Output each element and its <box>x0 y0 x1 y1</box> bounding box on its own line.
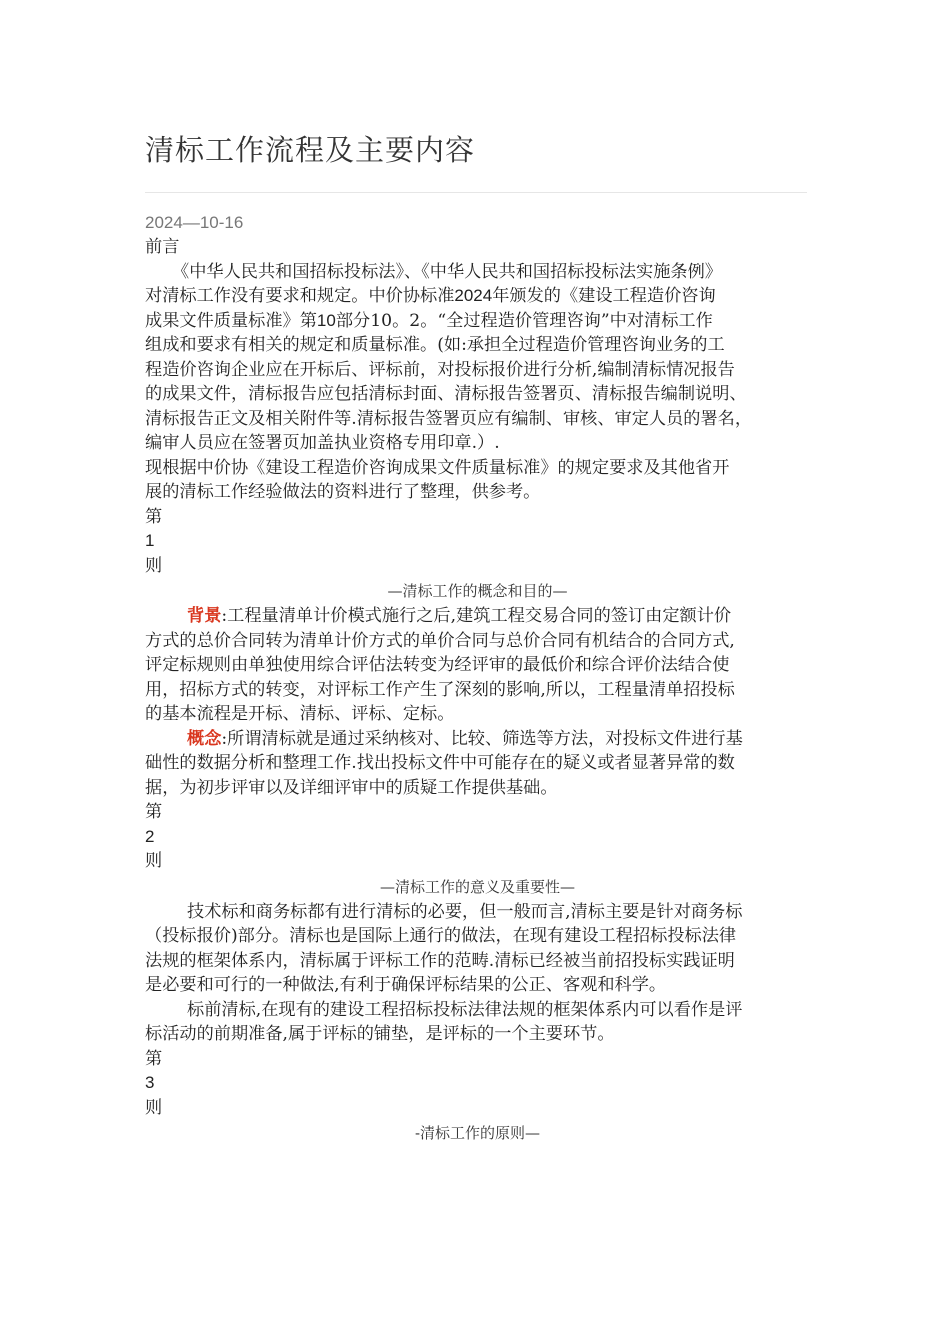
preface-line: 成果文件质量标准》第10部分10。2。“全过程造价管理咨询”中对清标工作 <box>145 310 713 331</box>
paragraph-line: （投标报价)部分。清标也是国际上通行的做法，在现有建设工程招标投标法律 <box>145 926 737 946</box>
background-line: 的基本流程是开标、清标、评标、定标。 <box>145 704 455 724</box>
paragraph-line: 技术标和商务标都有进行清标的必要，但一般而言,清标主要是针对商务标 <box>187 901 743 922</box>
section-label-di: 第 <box>145 1048 163 1069</box>
preface-line: 编审人员应在签署页加盖执业资格专用印章.）. <box>145 433 500 453</box>
preface-heading: 前言 <box>145 237 180 257</box>
preface-line: 组成和要求有相关的规定和质量标准。(如:承担全过程造价管理咨询业务的工 <box>145 335 725 355</box>
section-heading: —清标工作的意义及重要性— <box>379 877 575 896</box>
document-page <box>145 118 810 1146</box>
preface-line: 《中华人民共和国招标投标法》、《中华人民共和国招标投标法实施条例》 <box>172 261 722 282</box>
preface-line: 程造价咨询企业应在开标后、评标前，对投标报价进行分析,编制清标情况报告 <box>145 359 735 380</box>
publish-date: 2024—10-16 <box>145 213 244 232</box>
page-title: 清标工作流程及主要内容 <box>145 133 476 167</box>
section-label-di: 第 <box>145 802 163 822</box>
section-label-ze: 则 <box>145 851 163 871</box>
preface-line: 对清标工作没有要求和规定。中价协标准2024年颁发的《建设工程造价咨询 <box>145 286 716 306</box>
preface-line: 清标报告正文及相关附件等.清标报告签署页应有编制、审核、审定人员的署名， <box>145 408 753 429</box>
background-label: 背景 <box>187 606 222 626</box>
preface-line: 现根据中价协《建设工程造价咨询成果文件质量标准》的规定要求及其他省开 <box>145 457 730 478</box>
paragraph-line: 标活动的前期准备,属于评标的铺垫，是评标的一个主要环节。 <box>145 1024 615 1044</box>
section-label-ze: 则 <box>145 1097 163 1118</box>
section-number: 1 <box>145 531 155 550</box>
section-label-ze: 则 <box>145 555 163 576</box>
section-heading: -清标工作的原则— <box>414 1124 541 1142</box>
paragraph-line: 是必要和可行的一种做法,有利于确保评标结果的公正、客观和科学。 <box>145 975 667 995</box>
section-heading: —清标工作的概念和目的— <box>387 582 568 600</box>
concept-line: 概念:所谓清标就是通过采纳核对、比较、筛选等方法，对投标文件进行基 <box>187 728 743 749</box>
preface-line: 的成果文件，清标报告应包括清标封面、清标报告签署页、清标报告编制说明、 <box>145 384 747 404</box>
concept-line: 据，为初步评审以及详细评审中的质疑工作提供基础。 <box>145 777 558 798</box>
background-line: 评定标规则由单独使用综合评估法转变为经评审的最低价和综合评价法结合使 <box>145 655 730 675</box>
title-divider <box>145 192 807 193</box>
background-line: 用，招标方式的转变，对评标工作产生了深刻的影响,所以，工程量清单招投标 <box>145 679 735 700</box>
section-number: 2 <box>145 826 155 846</box>
paragraph-line: 法规的框架体系内，清标属于评标工作的范畴.清标已经被当前招投标实践证明 <box>145 950 735 971</box>
concept-label: 概念 <box>187 728 222 749</box>
section-number: 3 <box>145 1073 155 1092</box>
concept-line: 础性的数据分析和整理工作.找出投标文件中可能存在的疑义或者显著异常的数 <box>145 753 735 773</box>
preface-line: 展的清标工作经验做法的资料进行了整理，供参考。 <box>145 482 541 502</box>
background-line: 方式的总价合同转为清单计价方式的单价合同与总价合同有机结合的合同方式, <box>145 630 735 651</box>
section-label-di: 第 <box>145 506 163 527</box>
paragraph-line: 标前清标,在现有的建设工程招标投标法律法规的框架体系内可以看作是评 <box>187 999 743 1020</box>
background-line: 背景:工程量清单计价模式施行之后,建筑工程交易合同的签订由定额计价 <box>187 606 732 626</box>
